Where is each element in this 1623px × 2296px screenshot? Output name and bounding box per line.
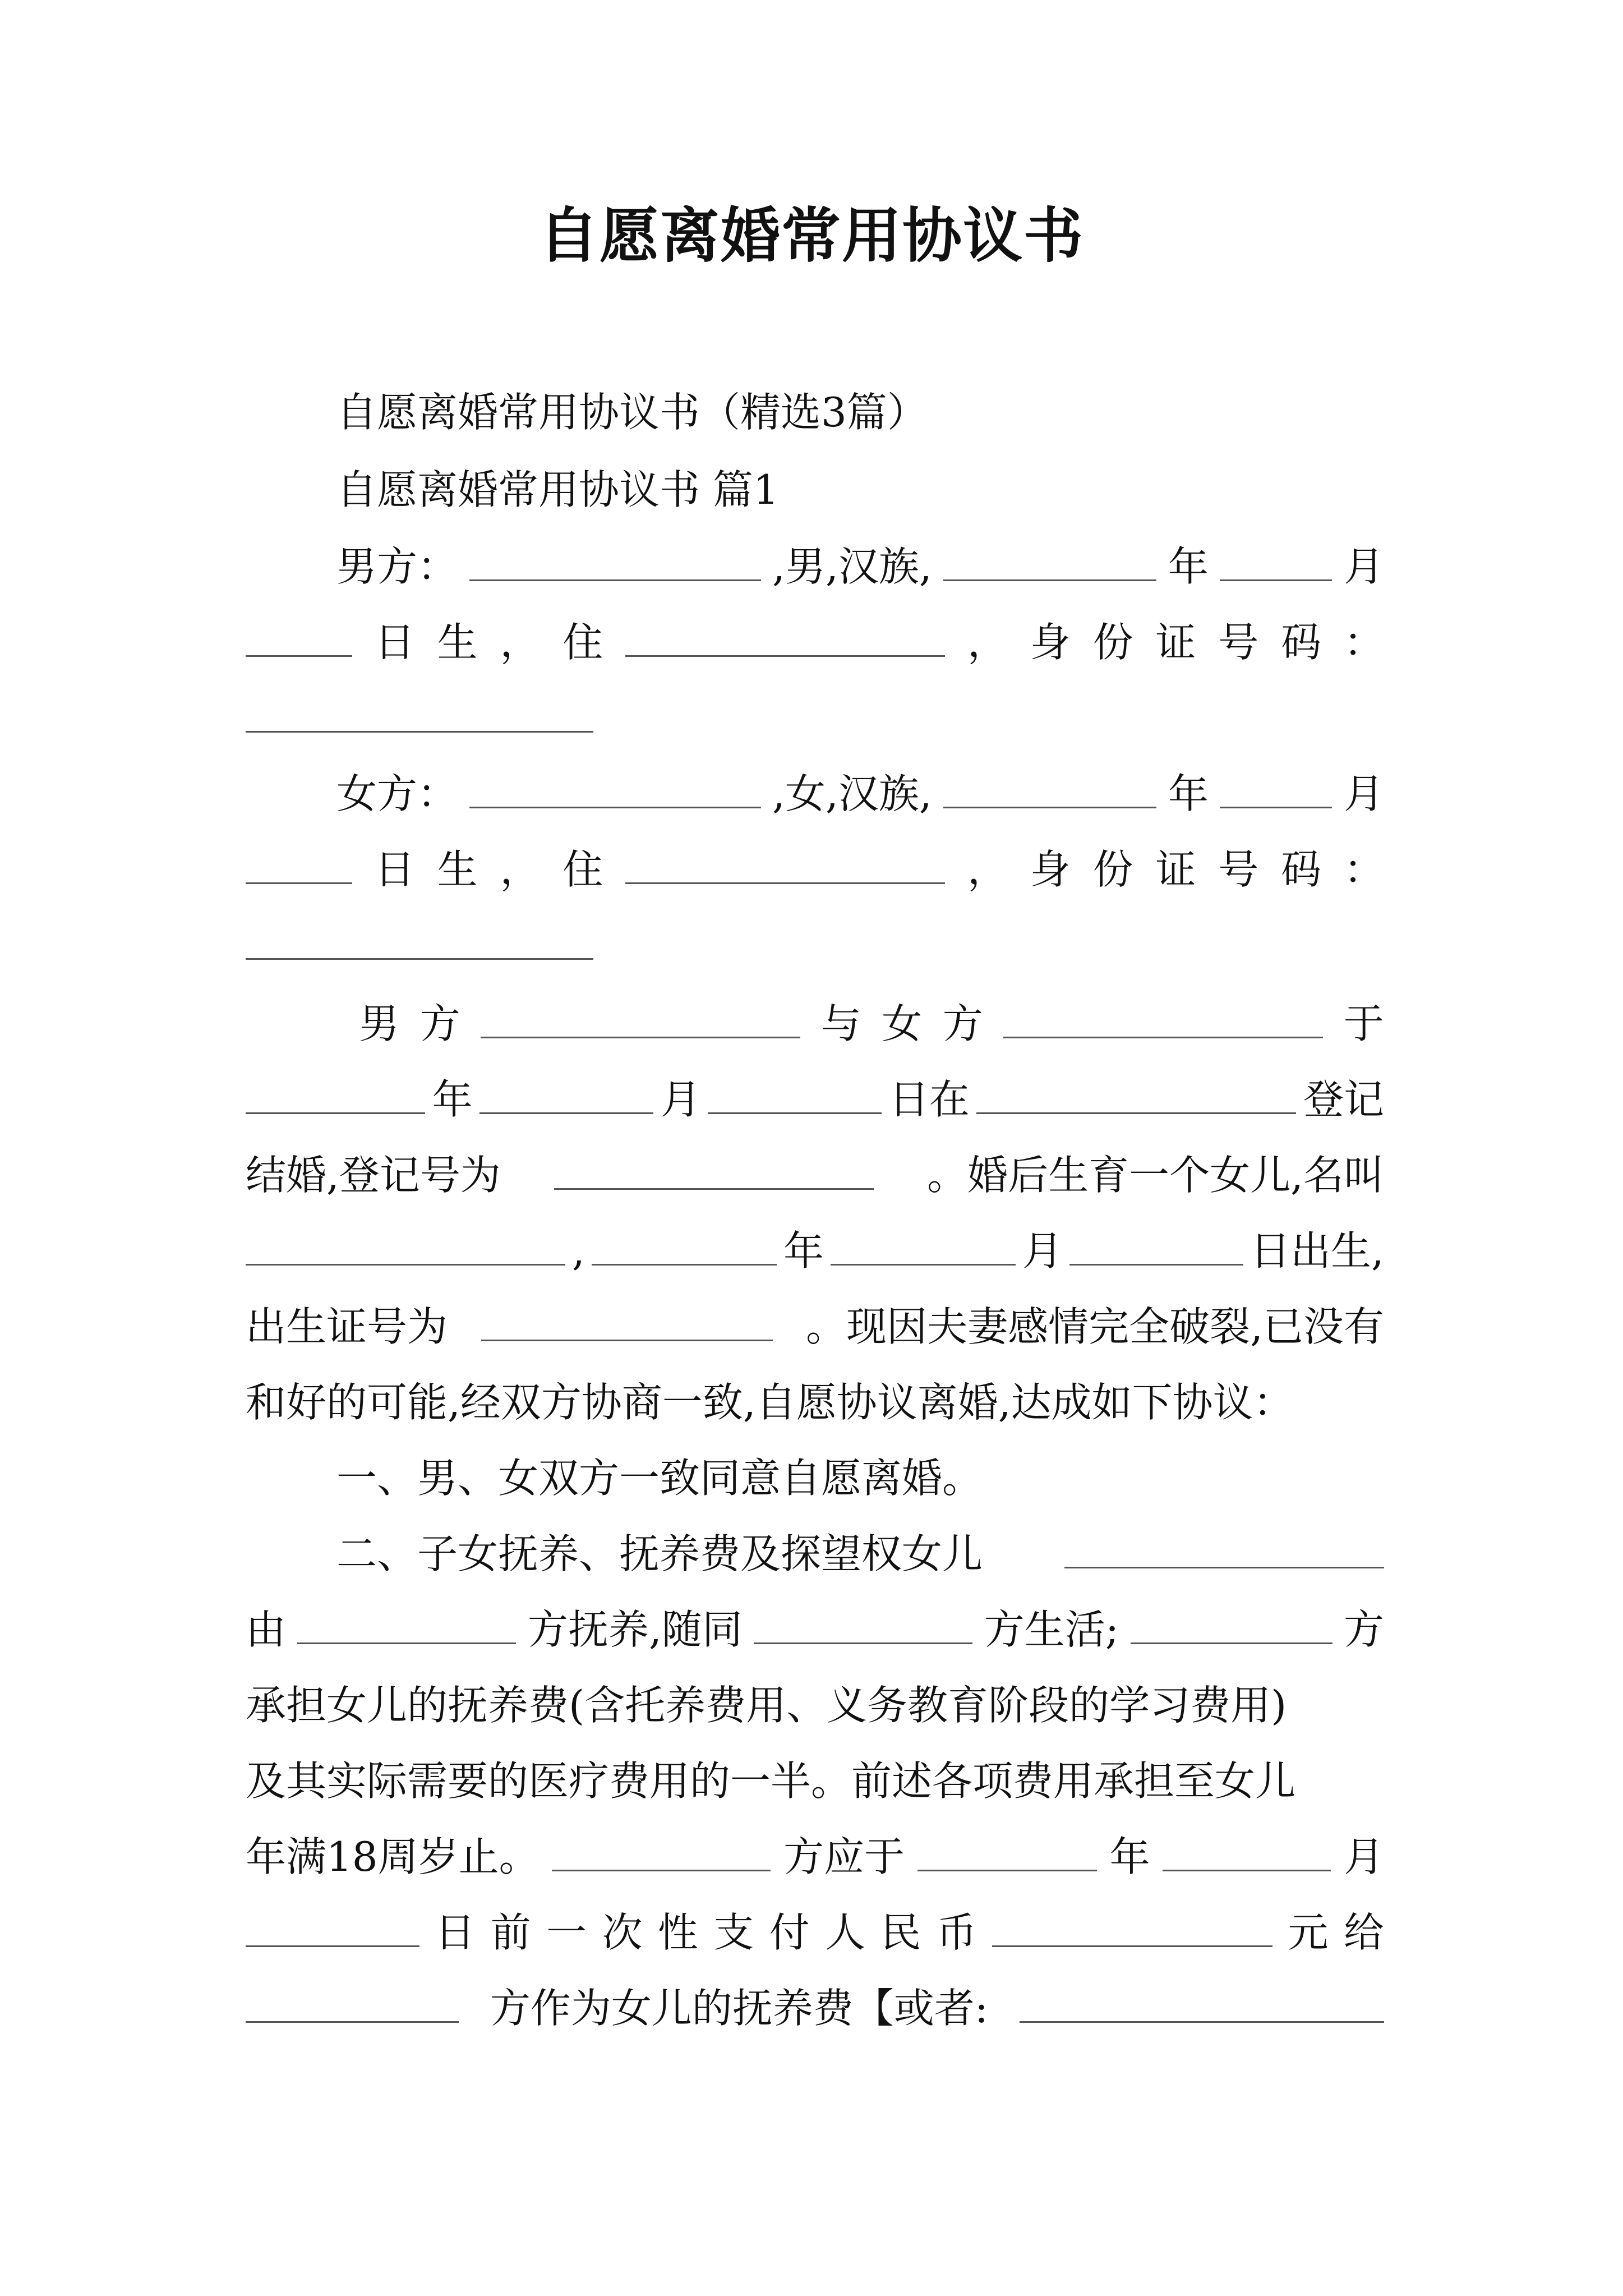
text-line [246,914,1384,976]
text-fragment: 方 [1343,1606,1384,1653]
text-fragment: 于 [1343,1000,1384,1047]
text-fragment: 承担女儿的抚养费(含托养费用、义务教育阶段的学习费用) [246,1682,1287,1729]
text-fragment: 结婚,登记号为 [246,1152,501,1199]
text-line [359,993,1384,1055]
text-fragment: 份 [1092,619,1133,666]
fill-in-blank[interactable] [1163,1838,1331,1871]
text-fragment: 住 [562,846,603,893]
text-fragment: 性 [657,1909,698,1956]
subtitle: 自愿离婚常用协议书（精选3篇） [336,389,928,436]
text-fragment: 号 [1218,619,1259,666]
fill-in-blank[interactable] [246,851,352,884]
text-fragment: 月 [1022,1227,1063,1274]
fill-in-blank[interactable] [246,624,352,657]
text-fragment: ， [500,619,541,666]
fill-in-blank[interactable] [976,1081,1296,1114]
text-line [246,687,1384,749]
text-fragment: 男 [359,1000,400,1047]
text-fragment: ， [967,619,1008,666]
text-fragment: 和好的可能,经双方协商一致,自愿协议离婚,达成如下协议： [246,1379,1294,1426]
section-heading: 自愿离婚常用协议书 篇1 [336,466,779,513]
text-fragment: 币 [936,1909,977,1956]
text-line [336,1523,1384,1585]
text-fragment: 与 [820,1000,861,1047]
text-fragment: 生 [437,619,478,666]
fill-in-blank[interactable] [469,548,761,581]
text-fragment: 年 [1168,543,1209,590]
text-fragment: ,女,汉族, [772,770,932,817]
text-fragment: 出生证号为 [246,1303,448,1350]
fill-in-blank[interactable] [246,1081,425,1114]
text-fragment: 日 [435,1909,476,1956]
text-fragment: 方作为女儿的抚养费【或者: [490,1985,989,2032]
text-line [246,1977,1384,2039]
text-fragment: 支 [713,1909,754,1956]
text-fragment: 登记 [1303,1076,1384,1123]
fill-in-blank[interactable] [246,1990,459,2023]
text-fragment: 。婚后生育一个女儿,名叫 [927,1152,1384,1199]
text-fragment: 日在 [888,1076,970,1123]
text-fragment: 月 [1343,543,1384,590]
fill-in-blank[interactable] [625,624,945,657]
fill-in-blank[interactable] [754,1611,972,1644]
text-fragment: 日 [374,619,415,666]
text-fragment: , [572,1227,585,1274]
text-fragment: 方生活; [984,1606,1119,1653]
text-fragment: ： [1343,846,1384,893]
fill-in-blank[interactable] [1003,1005,1323,1038]
text-fragment: 方 [419,1000,460,1047]
text-line [246,839,1384,900]
text-fragment: 月 [1343,770,1384,817]
fill-in-blank[interactable] [831,1232,1016,1266]
text-fragment: 码 [1281,846,1322,893]
text-fragment: 给 [1343,1909,1384,1956]
text-line [246,1826,1384,1888]
text-line [246,1674,1384,1736]
text-fragment: ， [967,846,1008,893]
text-fragment: ： [1343,619,1384,666]
text-fragment: 身 [1030,846,1071,893]
text-fragment: 年 [1168,770,1209,817]
text-fragment: 前 [490,1909,531,1956]
text-fragment: 号 [1218,846,1259,893]
text-fragment: 次 [602,1909,643,1956]
text-fragment: 一、男、女双方一致同意自愿离婚。 [336,1455,983,1502]
fill-in-blank[interactable] [246,927,593,960]
fill-in-blank[interactable] [917,1838,1097,1871]
text-fragment: 身 [1030,619,1071,666]
text-fragment: 女 [882,1000,923,1047]
text-fragment: 证 [1155,846,1196,893]
text-line [246,1902,1384,1963]
text-fragment: 日出生, [1250,1227,1384,1274]
text-fragment: 月 [660,1076,701,1123]
text-fragment: 日 [374,846,415,893]
text-fragment: ,男,汉族, [772,543,932,590]
fill-in-blank[interactable] [1020,1990,1384,2023]
fill-in-blank[interactable] [481,1308,773,1341]
text-line [246,1144,1384,1206]
fill-in-blank[interactable] [625,851,945,884]
text-fragment: 二、子女抚养、抚养费及探望权女儿 [336,1530,983,1577]
text-fragment: 月 [1343,1833,1384,1880]
text-fragment: 男方： [336,543,458,590]
text-fragment: 付 [769,1909,810,1956]
fill-in-blank[interactable] [297,1611,516,1644]
text-line [246,1296,1384,1358]
fill-in-blank[interactable] [479,1081,653,1114]
fill-in-blank[interactable] [481,1005,800,1038]
text-fragment: 民 [880,1909,921,1956]
text-fragment: 年 [783,1227,824,1274]
text-line [336,1447,1384,1509]
text-fragment: 年 [1109,1833,1150,1880]
text-line [246,1372,1384,1433]
text-fragment: 码 [1281,619,1322,666]
text-line [246,611,1384,673]
text-fragment: 证 [1155,619,1196,666]
text-fragment: 方 [942,1000,983,1047]
fill-in-blank[interactable] [246,1914,419,1947]
fill-in-blank[interactable] [246,700,593,733]
fill-in-blank[interactable] [992,1914,1272,1947]
text-fragment: 方抚养,随同 [527,1606,743,1653]
text-fragment: 方应于 [783,1833,905,1880]
text-fragment: 人 [824,1909,865,1956]
document-title: 自愿离婚常用协议书 [539,200,1084,270]
fill-in-blank[interactable] [943,775,1156,808]
text-line [336,763,1384,825]
text-fragment: 由 [246,1606,287,1653]
text-fragment: ， [500,846,541,893]
fill-in-blank[interactable] [1064,1535,1384,1568]
fill-in-blank[interactable] [943,548,1156,581]
fill-in-blank[interactable] [246,1232,565,1266]
text-line [246,1220,1384,1282]
fill-in-blank[interactable] [552,1838,771,1871]
text-line [246,1750,1384,1812]
fill-in-blank[interactable] [592,1232,777,1266]
text-fragment: 及其实际需要的医疗费用的一半。前述各项费用承担至女儿 [246,1757,1296,1805]
text-fragment: 元 [1288,1909,1329,1956]
fill-in-blank[interactable] [469,775,761,808]
text-fragment: 。现因夫妻感情完全破裂,已没有 [806,1303,1384,1350]
text-fragment: 住 [562,619,603,666]
text-fragment: 年满18周岁止。 [246,1833,540,1880]
text-line [246,1599,1384,1660]
text-fragment: 女方： [336,770,458,817]
fill-in-blank[interactable] [1220,548,1332,581]
text-fragment: 生 [437,846,478,893]
fill-in-blank[interactable] [1220,775,1332,808]
text-fragment: 份 [1092,846,1133,893]
fill-in-blank[interactable] [708,1081,882,1114]
text-line [246,1069,1384,1130]
fill-in-blank[interactable] [554,1157,874,1190]
fill-in-blank[interactable] [1131,1611,1332,1644]
text-fragment: 一 [546,1909,587,1956]
fill-in-blank[interactable] [1069,1232,1243,1266]
text-fragment: 年 [432,1076,473,1123]
text-line [336,536,1384,597]
